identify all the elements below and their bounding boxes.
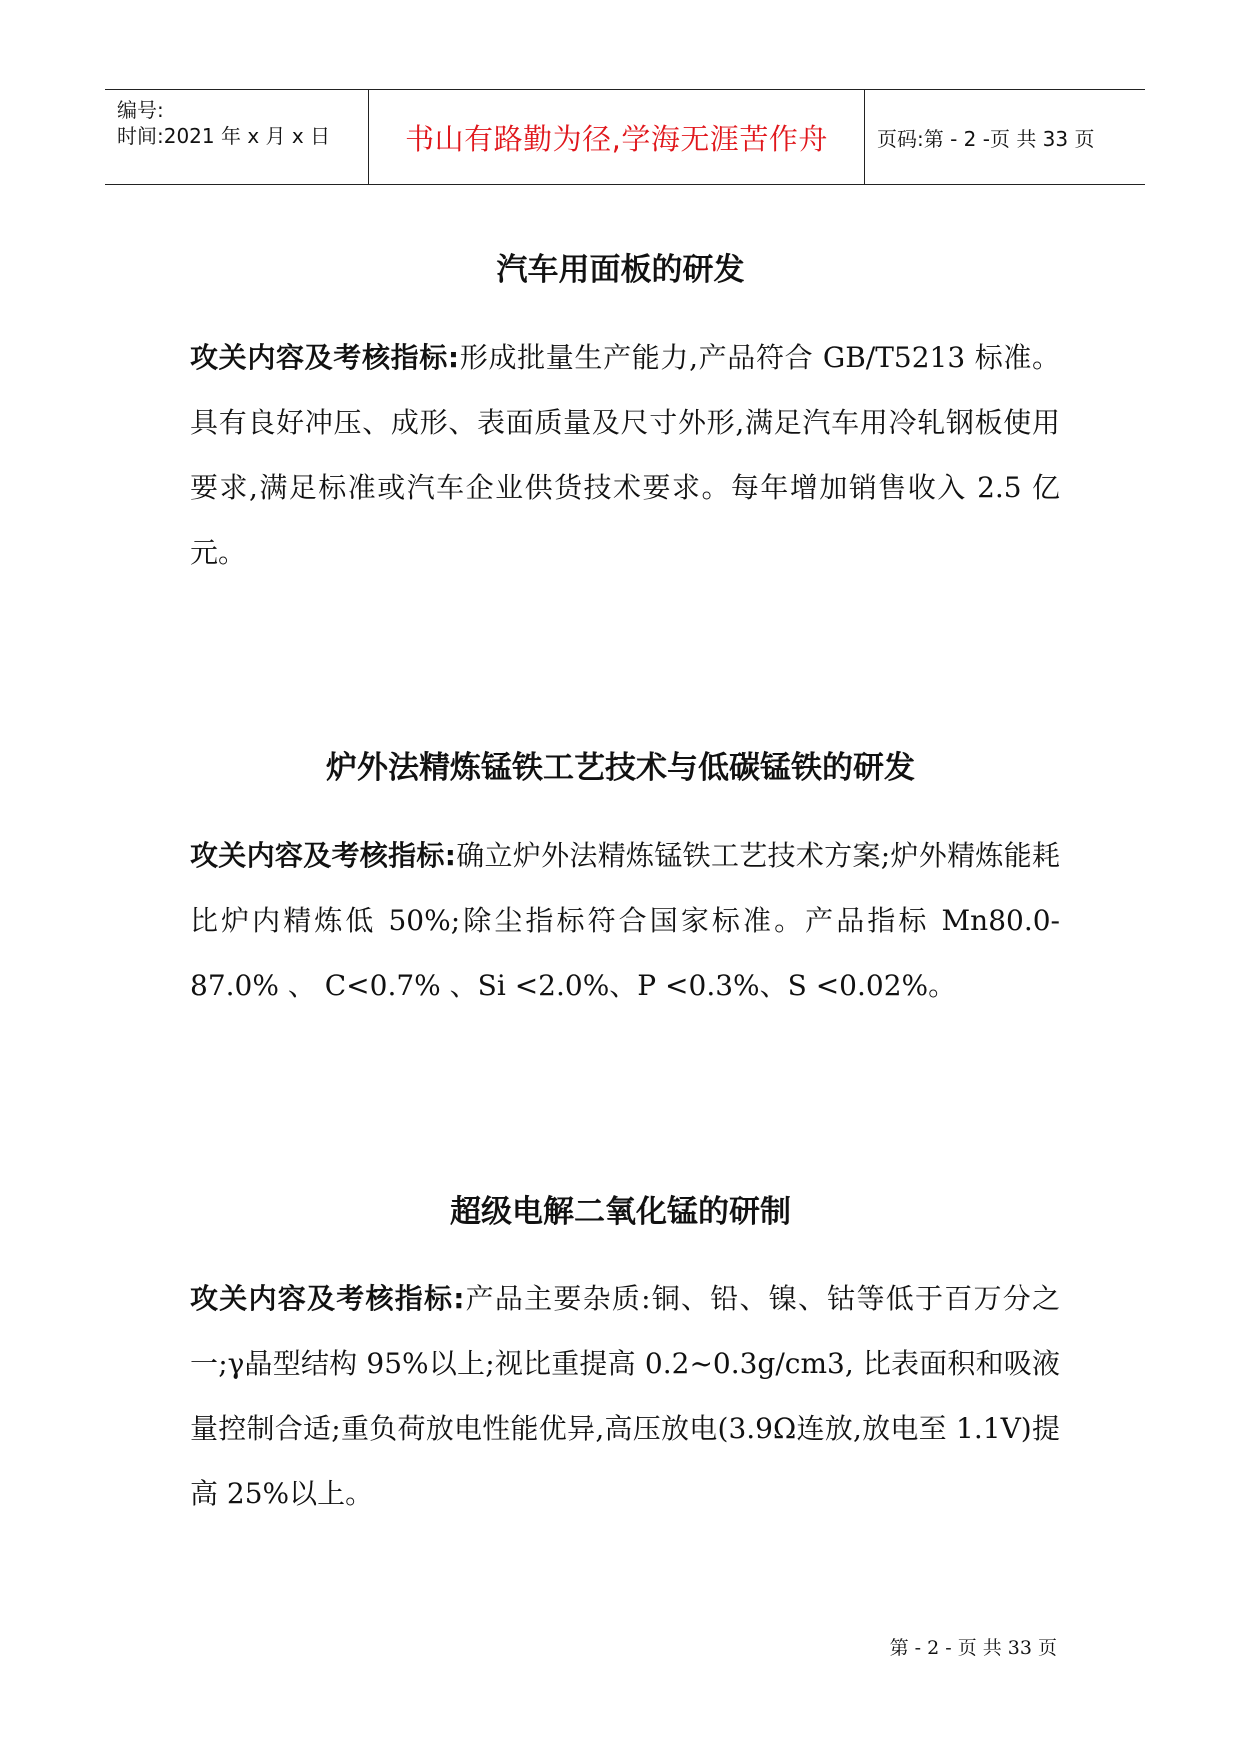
page-footer: 第 - 2 - 页 共 33 页 — [889, 1637, 1057, 1659]
section-label: 攻关内容及考核指标: — [190, 1282, 465, 1315]
header-page-cell — [865, 90, 1145, 184]
section-label: 攻关内容及考核指标: — [190, 839, 456, 872]
section-label: 攻关内容及考核指标: — [190, 341, 460, 374]
header-motto-cell — [369, 90, 865, 184]
section-paragraph — [190, 325, 1060, 585]
section-text: 产品主要杂质:铜、铅、镍、钴等低于百万分之一;γ晶型结构 95%以上;视比重提高 0.2~0.3g/cm3, 比表面积和吸液量控制合适;重负荷放电性能优异,高压放电(3.9Ω连放,放电至 1.1V)提高 25%以上。 — [190, 1282, 1060, 1510]
document-number-label: 编号: — [117, 98, 164, 122]
section-text: 确立炉外法精炼锰铁工艺技术方案;炉外精炼能耗比炉内精炼低 50%;除尘指标符合国家标准。产品指标 Mn80.0-87.0% 、 C<0.7% 、Si <2.0%、P <0.3%、S <0.02%。 — [190, 839, 1061, 1002]
header-motto: 书山有路勤为径,学海无涯苦作舟 — [405, 121, 828, 156]
section-paragraph — [190, 1266, 1060, 1526]
section-title: 汽车用面板的研发 — [496, 252, 745, 288]
section-title: 超级电解二氧化锰的研制 — [450, 1194, 791, 1230]
header-page-code: 页码:第 - 2 -页 共 33 页 — [877, 126, 1095, 151]
header-info-cell — [105, 90, 369, 184]
section-title: 炉外法精炼锰铁工艺技术与低碳锰铁的研发 — [326, 750, 915, 786]
page-header — [105, 89, 1145, 185]
section-paragraph — [190, 823, 1060, 1018]
document-time-label: 时间:2021 年 x 月 x 日 — [117, 124, 331, 148]
section-text: 形成批量生产能力,产品符合 GB/T5213 标准。具有良好冲压、成形、表面质量及尺寸外形,满足汽车用冷轧钢板使用要求,满足标准或汽车企业供货技术要求。每年增加销售收入 2.5 亿元。 — [190, 341, 1061, 569]
